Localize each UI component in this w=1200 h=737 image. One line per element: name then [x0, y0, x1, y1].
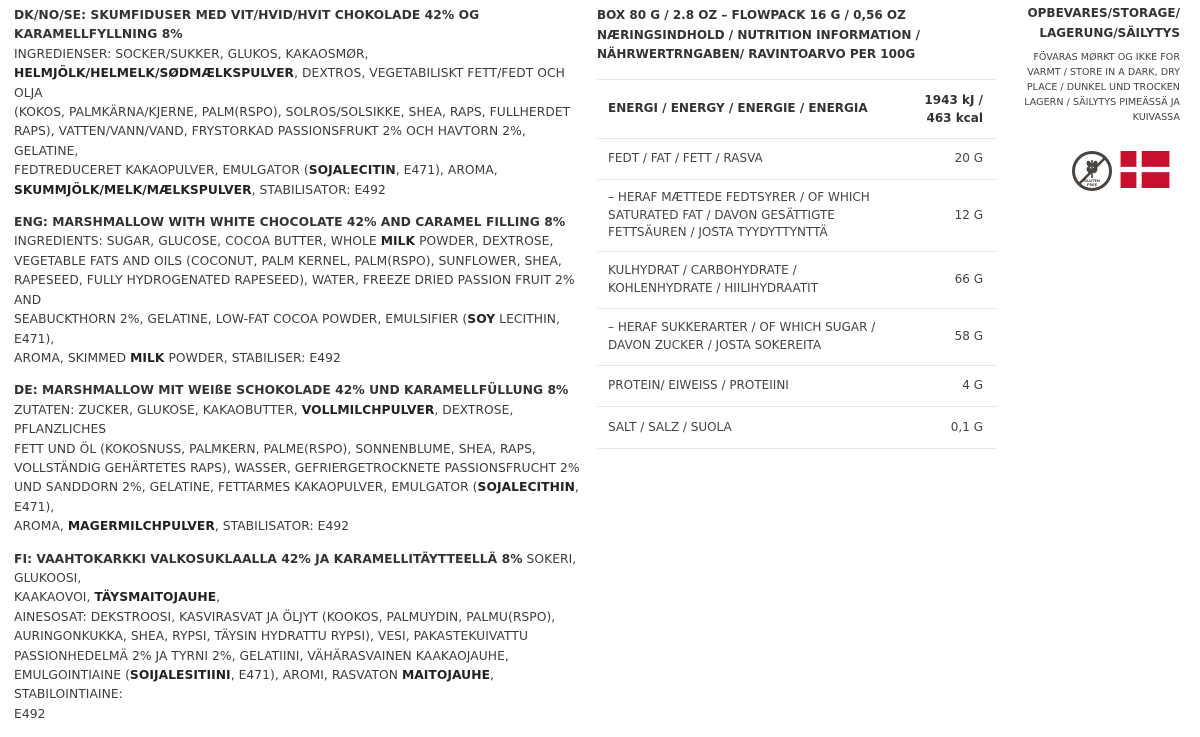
nutrient-label: PROTEIN/ EIWEISS / PROTEIINI: [597, 366, 913, 407]
nutrient-value: 12 G: [913, 180, 997, 252]
storage-instructions: FÖVARAS MØRKT OG IKKE FOR VARMT / STORE IN A DARK, DRY PLACE / DUNKEL UND TROCKEN LAGERN / SÄILYTYS PIMEÄSSÄ JA KUIVASSA: [1024, 52, 1180, 124]
ingredients-block-de: [14, 381, 586, 536]
ingredients-line: VEGETABLE FATS AND OILS (COCONUT, PALM KERNEL, PALM(RSPO), SUNFLOWER, SHEA,: [14, 253, 562, 268]
ingredients-line: EMULGOINTIAINE (SOIJALESITIINI, E471), AROMI, RASVATON MAITOJAUHE, STABILOINTIAINE:: [14, 668, 494, 702]
box-size-text: BOX 80 G / 2.8 OZ – FLOWPACK 16 G / 0,56 OZ: [597, 8, 906, 22]
nutrient-value: 20 G: [913, 139, 997, 180]
nutrient-label: – HERAF MÆTTEDE FEDTSYRER / OF WHICH SATURATED FAT / DAVON GESÄTTIGTE FETTSÄUREN / JOSTA TYYDYTTYNTTÄ: [597, 180, 913, 252]
ingredients-line: UND SANDDORN 2%, GELATINE, FETTARMES KAKAOPULVER, EMULGATOR (SOJALECITHIN, E471),: [14, 480, 579, 514]
ingredients-line: VOLLSTÄNDIG GEHÄRTETES RAPS), WASSER, GEFRIERGETROCKNETE PASSIONSFRUCHT 2%: [14, 460, 580, 475]
table-row-energy: [597, 80, 997, 139]
ingredients-column: [14, 6, 586, 737]
ingredients-line: (KOKOS, PALMKÄRNA/KJERNE, PALM(RSPO), SOLROS/SOLSIKKE, SHEA, RAPS, FULLHERDET: [14, 105, 571, 120]
ingredients-line: RAPESEED, FULLY HYDROGENATED RAPESEED), WATER, FREEZE DRIED PASSION FRUIT 2% AND: [14, 273, 575, 307]
nutrient-label: ENERGI / ENERGY / ENERGIE / ENERGIA: [597, 80, 913, 139]
ingredients-line: DK/NO/SE: SKUMFIDUSER MED VIT/HVID/HVIT CHOKOLADE 42% OG KARAMELLFYLLNING 8%: [14, 8, 480, 42]
table-row: [597, 366, 997, 407]
ingredients-line: ZUTATEN: ZUCKER, GLUKOSE, KAKAOBUTTER, VOLLMILCHPULVER, DEXTROSE, PFLANZLICHES: [14, 402, 514, 437]
nutrient-label: SALT / SALZ / SUOLA: [597, 407, 913, 449]
nutrition-column: [597, 6, 997, 434]
ingredients-line: E492: [14, 706, 46, 721]
ingredients-line: INGREDIENTS: SUGAR, GLUCOSE, COCOA BUTTER, WHOLE MILK POWDER, DEXTROSE,: [14, 234, 554, 249]
nutrition-heading: [597, 6, 997, 65]
denmark-flag-icon: [1120, 151, 1170, 188]
energy-kj: 1943 kJ /: [924, 92, 983, 107]
ingredients-line: AROMA, MAGERMILCHPULVER, STABILISATOR: E492: [14, 519, 350, 534]
nutrient-value: 66 G: [913, 252, 997, 309]
ingredients-block-dk: [14, 6, 586, 200]
storage-column: [1010, 4, 1180, 125]
ingredients-line: DE: MARSHMALLOW MIT WEIßE SCHOKOLADE 42% UND KARAMELLFÜLLUNG 8%: [14, 383, 569, 398]
ingredients-line: AURINGONKUKKA, SHEA, RYPSI, TÄYSIN HYDRATTU RYPSI), VESI, PAKASTEKUIVATTU: [14, 629, 529, 644]
ingredients-line: RAPS), VATTEN/VANN/VAND, FRYSTORKAD PASSIONSFRUKT 2% OCH HAVTORN 2%, GELATINE,: [14, 124, 526, 158]
certification-icons: [1072, 151, 1170, 191]
ingredients-line: FEDTREDUCERET KAKAOPULVER, EMULGATOR (SOJALECITIN, E471), AROMA,: [14, 163, 498, 178]
nutrition-title-line: NÆRINGSINDHOLD / NUTRITION INFORMATION /: [597, 27, 921, 42]
nutrient-value: [913, 80, 997, 139]
nutrition-title-line: NÄHRWERTRNGABEN/ RAVINTOARVO PER 100G: [597, 47, 916, 62]
nutrition-table: [597, 79, 997, 449]
gluten-free-wheat-icon: [1072, 151, 1112, 191]
ingredients-line: ENG: MARSHMALLOW WITH WHITE CHOCOLATE 42% AND CARAMEL FILLING 8%: [14, 215, 566, 230]
ingredients-block-fi: [14, 550, 586, 725]
ingredients-line: FETT UND ÖL (KOKOSNUSS, PALMKERN, PALME(RSPO), SONNENBLUME, SHEA, RAPS,: [14, 441, 536, 456]
ingredients-line: AINESOSAT: DEKSTROOSI, KASVIRASVAT JA ÖLJYT (KOOKOS, PALMUYDIN, PALMU(RSPO),: [14, 609, 556, 624]
table-row: [597, 139, 997, 180]
ingredients-line: PASSIONHEDELMÄ 2% JA TYRNI 2%, GELATIINI, VÄHÄRASVAINEN KAAKAOJAUHE,: [14, 648, 509, 663]
energy-kcal: 463 kcal: [926, 111, 983, 125]
nutrient-value: 0,1 G: [913, 407, 997, 449]
table-row: [597, 309, 997, 366]
nutrient-label: FEDT / FAT / FETT / RASVA: [597, 139, 913, 180]
table-row: [597, 407, 997, 449]
nutrient-label: – HERAF SUKKERARTER / OF WHICH SUGAR / DAVON ZUCKER / JOSTA SOKEREITA: [597, 309, 913, 366]
table-row: [597, 252, 997, 309]
ingredients-line: HELMJÖLK/HELMELK/SØDMÆLKSPULVER, DEXTROS, VEGETABILISKT FETT/FEDT OCH OLJA: [14, 66, 565, 100]
table-row: [597, 180, 997, 252]
ingredients-line: SKUMMJÖLK/MELK/MÆLKSPULVER, STABILISATOR: E492: [14, 182, 386, 197]
nutrient-label: KULHYDRAT / CARBOHYDRATE / KOHLENHYDRATE / HIILIHYDRAATIT: [597, 252, 913, 309]
nutrient-value: 4 G: [913, 366, 997, 407]
gluten-badge-text: GLUTEN: [1084, 179, 1100, 183]
ingredients-line: AROMA, SKIMMED MILK POWDER, STABILISER: E492: [14, 350, 341, 365]
ingredients-line: KAAKAOVOI, TÄYSMAITOJAUHE,: [14, 590, 221, 605]
storage-title: OPBEVARES/STORAGE/ LAGERUNG/SÄILYTYS: [1027, 6, 1180, 40]
ingredients-line: FI: VAAHTOKARKKI VALKOSUKLAALLA 42% JA KARAMELLITÄYTTEELLÄ 8% SOKERI, GLUKOOSI,: [14, 551, 577, 585]
ingredients-line: SEABUCKTHORN 2%, GELATINE, LOW-FAT COCOA POWDER, EMULSIFIER (SOY LECITHIN, E471),: [14, 312, 560, 346]
nutrient-value: 58 G: [913, 309, 997, 366]
ingredients-block-eng: [14, 213, 586, 368]
gluten-badge-text: FREE: [1086, 183, 1098, 187]
ingredients-line: INGREDIENSER: SOCKER/SUKKER, GLUKOS, KAKAOSMØR,: [14, 46, 369, 61]
